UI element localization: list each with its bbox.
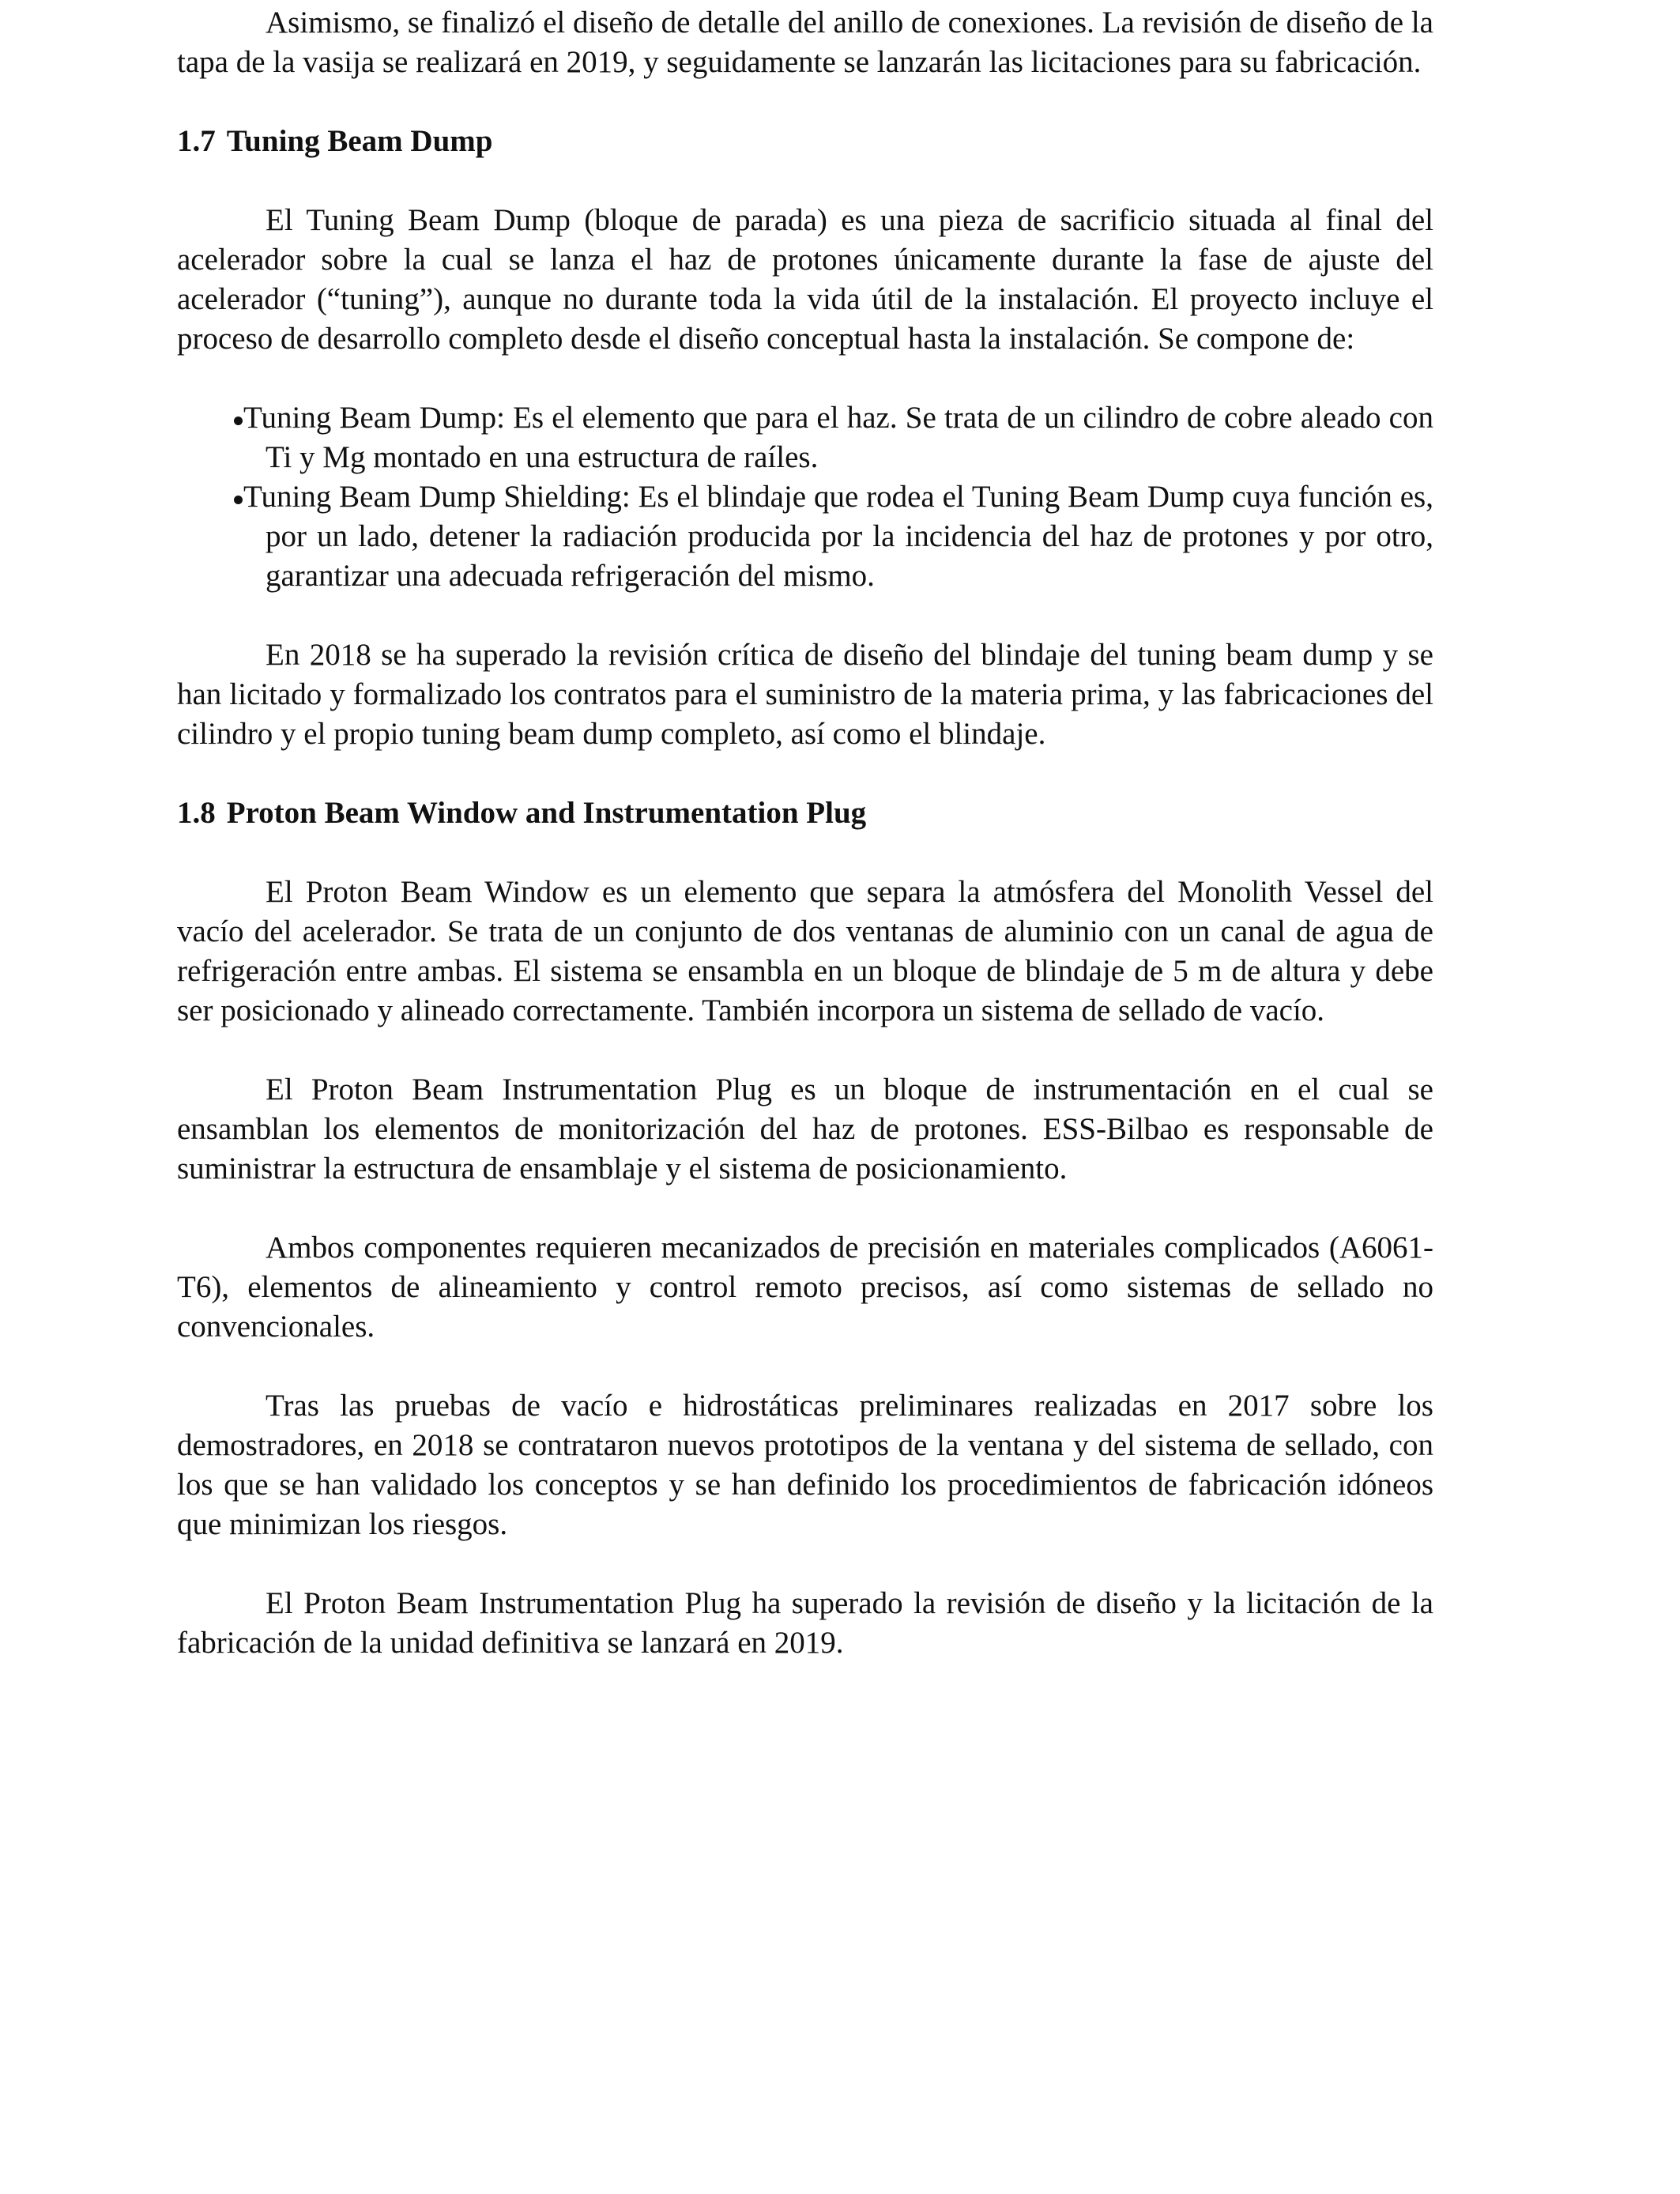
pbw-paragraph-2: El Proton Beam Instrumentation Plug es un bloque de instrumentación en el cual se ensamblan los elementos de monitorización del haz de protones. ESS-Bilbao es responsable de suministrar la estructura de ensamblaje y el sistema de posicionamiento. xyxy=(177,1072,1433,1186)
pbw-paragraph-1: El Proton Beam Window es un elemento que separa la atmósfera del Monolith Vessel del vacío del acelerador. Se trata de un conjunto de dos ventanas de aluminio con un canal de agua de refrigeración entre ambas. El sistema se ensambla en un bloque de blindaje de 5 m de altura y debe ser posicionado y alineado correctamente. También incorpora un sistema de sellado de vacío. xyxy=(177,875,1433,1027)
section-number: 1.8 xyxy=(177,796,216,830)
intro-paragraph: Asimismo, se finalizó el diseño de detalle del anillo de conexiones. La revisión de diseño de la tapa de la vasija se realizará en 2019, y seguidamente se lanzarán las licitaciones para su fabricación. xyxy=(177,6,1433,79)
tbd-paragraph-2: En 2018 se ha superado la revisión crítica de diseño del blindaje del tuning beam dump y se han licitado y formalizado los contratos para el suministro de la materia prima, y las fabricaciones del cilindro y el propio tuning beam dump completo, así como el blindaje. xyxy=(177,638,1433,751)
tbd-bullet-list xyxy=(177,398,1433,596)
pbw-paragraph-4: Tras las pruebas de vacío e hidrostáticas preliminares realizadas en 2017 sobre los demostradores, en 2018 se contrataron nuevos prototipos de la ventana y del sistema de sellado, con los que se han validado los conceptos y se han definido los procedimientos de fabricación idóneos que minimizan los riesgos. xyxy=(177,1389,1433,1541)
section-heading-1-7 xyxy=(177,122,1433,161)
pbw-paragraph-5: El Proton Beam Instrumentation Plug ha superado la revisión de diseño y la licitación de la fabricación de la unidad definitiva se lanzará en 2019. xyxy=(177,1586,1433,1660)
page-content xyxy=(177,0,1433,1663)
tbd-paragraph-1: El Tuning Beam Dump (bloque de parada) es una pieza de sacrificio situada al final del acelerador sobre la cual se lanza el haz de protones únicamente durante la fase de ajuste del acelerador (“tuning”), aunque no durante toda la vida útil de la instalación. El proyecto incluye el proceso de desarrollo completo desde el diseño conceptual hasta la instalación. Se compone de: xyxy=(177,203,1433,356)
bullet-icon xyxy=(234,496,243,504)
bullet-icon xyxy=(234,417,243,425)
pbw-paragraph-3: Ambos componentes requieren mecanizados de precisión en materiales complicados (A6061-T6), elementos de alineamiento y control remoto precisos, así como sistemas de sellado no convencionales. xyxy=(177,1231,1433,1344)
list-item-text: Tuning Beam Dump Shielding: Es el blindaje que rodea el Tuning Beam Dump cuya función es, por un lado, detener la radiación producida por la incidencia del haz de protones y por otro, garantizar una adecuada refrigeración del mismo. xyxy=(243,480,1433,593)
list-item xyxy=(177,477,1433,596)
section-title: Tuning Beam Dump xyxy=(226,124,493,158)
section-number: 1.7 xyxy=(177,124,216,158)
list-item xyxy=(177,398,1433,477)
section-title: Proton Beam Window and Instrumentation Plug xyxy=(226,796,867,830)
section-heading-1-8 xyxy=(177,794,1433,833)
list-item-text: Tuning Beam Dump: Es el elemento que para el haz. Se trata de un cilindro de cobre aleado con Ti y Mg montado en una estructura de raíles. xyxy=(243,401,1433,474)
